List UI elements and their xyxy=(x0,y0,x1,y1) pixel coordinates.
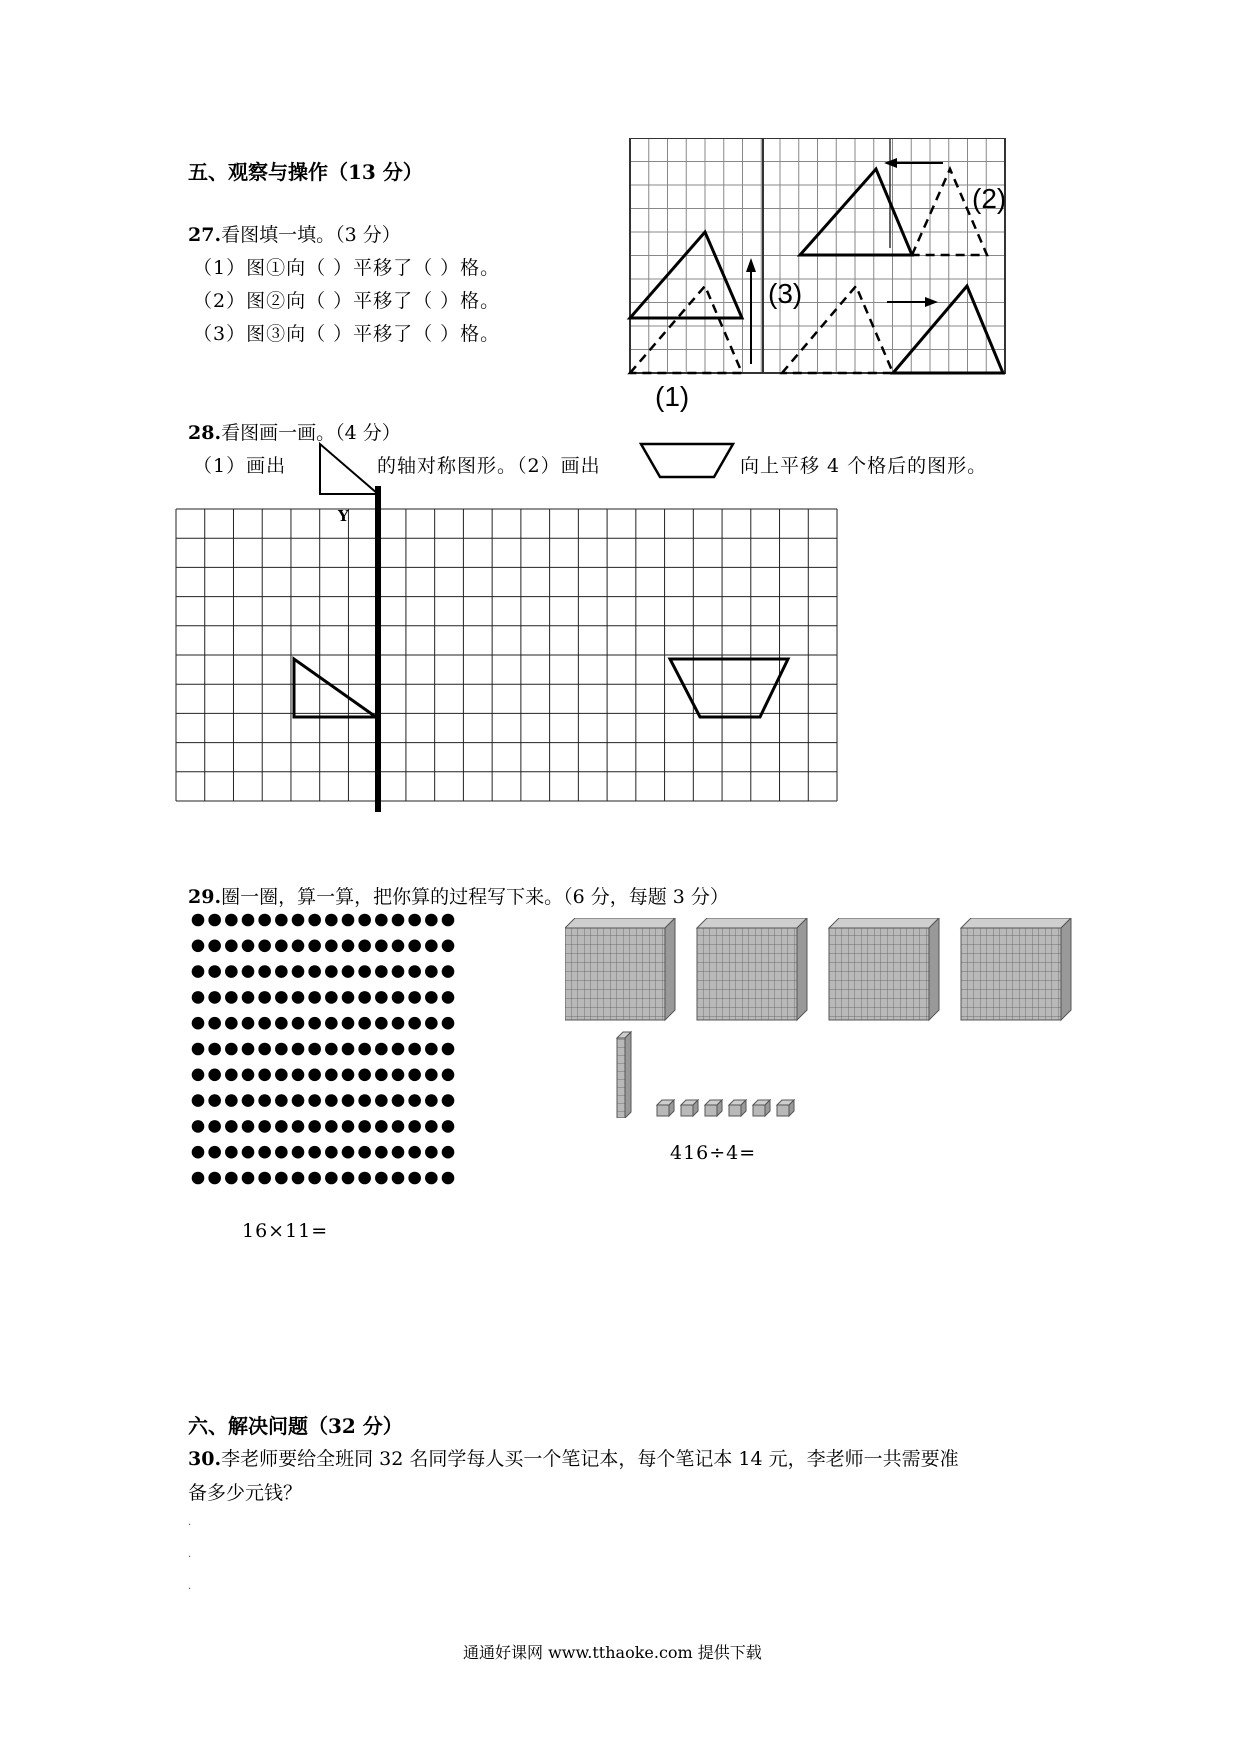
dot xyxy=(442,965,455,978)
dot xyxy=(325,965,338,978)
dot xyxy=(258,1094,271,1107)
dot xyxy=(292,914,305,927)
dot xyxy=(192,965,205,978)
dot xyxy=(192,1069,205,1082)
dot xyxy=(242,1043,255,1056)
fig1-label: (1) xyxy=(655,381,690,412)
dot xyxy=(392,940,405,953)
dot xyxy=(342,965,355,978)
dot xyxy=(425,965,438,978)
dot xyxy=(208,1120,221,1133)
dot xyxy=(342,914,355,927)
base-ten-blocks xyxy=(565,918,1085,1118)
dot xyxy=(258,1069,271,1082)
dot xyxy=(442,1017,455,1030)
hundred-flat-2 xyxy=(697,918,807,1020)
q28-number: 28. xyxy=(188,422,222,444)
dot xyxy=(208,1069,221,1082)
dot xyxy=(258,914,271,927)
dot xyxy=(275,1120,288,1133)
dot xyxy=(225,1120,238,1133)
dot xyxy=(208,965,221,978)
fig3-arrow-head xyxy=(925,297,938,307)
dot xyxy=(375,1043,388,1056)
dot xyxy=(308,1043,321,1056)
dot xyxy=(242,1017,255,1030)
dot xyxy=(442,1094,455,1107)
q30-number: 30. xyxy=(188,1448,222,1470)
dot xyxy=(408,1017,421,1030)
dot xyxy=(308,965,321,978)
dot xyxy=(342,1043,355,1056)
dot xyxy=(425,1017,438,1030)
dot xyxy=(442,940,455,953)
dot xyxy=(392,1094,405,1107)
answer-mark-2: · xyxy=(188,1552,192,1563)
dot xyxy=(408,1069,421,1082)
dot xyxy=(258,1120,271,1133)
dot xyxy=(408,991,421,1004)
dot xyxy=(308,991,321,1004)
dot xyxy=(242,1146,255,1159)
dot xyxy=(442,914,455,927)
q27-translation-figure xyxy=(625,138,1010,413)
dot xyxy=(258,1146,271,1159)
dot xyxy=(325,940,338,953)
dot xyxy=(308,1094,321,1107)
dot xyxy=(192,991,205,1004)
q29-title-text: 圈一圈，算一算，把你算的过程写下来。（6 分，每题 3 分） xyxy=(221,886,729,908)
dot xyxy=(192,1094,205,1107)
dot xyxy=(225,965,238,978)
hundred-flat-1 xyxy=(565,918,675,1020)
dot xyxy=(325,1172,338,1185)
dot xyxy=(292,1043,305,1056)
q29-title xyxy=(188,882,729,909)
dot xyxy=(192,1146,205,1159)
dot xyxy=(392,1120,405,1133)
dot xyxy=(342,1094,355,1107)
q27-item-2: （2）图②向（ ）平移了（ ）格。 xyxy=(193,290,501,312)
dot xyxy=(225,1017,238,1030)
dot xyxy=(425,1069,438,1082)
dot xyxy=(208,1172,221,1185)
dot xyxy=(275,1146,288,1159)
dot xyxy=(325,991,338,1004)
dot xyxy=(208,991,221,1004)
dot xyxy=(392,1172,405,1185)
dot xyxy=(242,940,255,953)
unit-cube xyxy=(705,1100,722,1116)
dot xyxy=(375,1094,388,1107)
dot xyxy=(392,1069,405,1082)
dot-array xyxy=(190,910,460,1190)
dot xyxy=(225,1043,238,1056)
dot xyxy=(358,1017,371,1030)
unit-cube xyxy=(753,1100,770,1116)
dot xyxy=(242,914,255,927)
q29-expr-left: 16×11= xyxy=(242,1220,329,1242)
dot xyxy=(342,1146,355,1159)
dot xyxy=(375,1120,388,1133)
dot xyxy=(358,1094,371,1107)
ten-rod xyxy=(617,1032,631,1118)
dot xyxy=(258,940,271,953)
dot xyxy=(408,1043,421,1056)
q28-part1-suffix: 的轴对称图形。（2）画出 xyxy=(377,455,601,477)
dot xyxy=(342,940,355,953)
dot xyxy=(292,1069,305,1082)
dot xyxy=(275,1069,288,1082)
dot xyxy=(375,991,388,1004)
unit-cube xyxy=(681,1100,698,1116)
dot xyxy=(242,1069,255,1082)
q30-text-line-1: 李老师要给全班同 32 名同学每人买一个笔记本，每个笔记本 14 元，李老师一共需要准 xyxy=(221,1448,959,1470)
dot xyxy=(425,1172,438,1185)
dot xyxy=(308,1120,321,1133)
q27-number: 27. xyxy=(188,224,222,246)
dot xyxy=(342,991,355,1004)
dot xyxy=(292,965,305,978)
dot xyxy=(358,1146,371,1159)
dot xyxy=(192,940,205,953)
fig2-label: (2) xyxy=(972,183,1007,214)
hundred-flat-3 xyxy=(829,918,939,1020)
grid-triangle xyxy=(294,659,376,717)
fig3-label: (3) xyxy=(768,278,803,309)
dot xyxy=(392,1017,405,1030)
page-footer: 通通好课网 www.tthaoke.com 提供下载 xyxy=(463,1643,762,1662)
dot xyxy=(392,991,405,1004)
dot xyxy=(358,965,371,978)
dot xyxy=(408,1094,421,1107)
dot xyxy=(442,1043,455,1056)
dot xyxy=(275,940,288,953)
dot xyxy=(242,991,255,1004)
dot xyxy=(225,1069,238,1082)
dot xyxy=(358,1172,371,1185)
dot xyxy=(358,1120,371,1133)
dot xyxy=(292,1146,305,1159)
dot xyxy=(225,914,238,927)
dot xyxy=(392,1146,405,1159)
dot xyxy=(292,1094,305,1107)
dot xyxy=(425,1146,438,1159)
dot xyxy=(325,1043,338,1056)
dot xyxy=(192,1172,205,1185)
answer-mark-1: · xyxy=(188,1520,192,1531)
dot xyxy=(225,940,238,953)
dot xyxy=(208,1017,221,1030)
dot xyxy=(258,991,271,1004)
q27-item-3: （3）图③向（ ）平移了（ ）格。 xyxy=(193,323,501,345)
dot xyxy=(425,991,438,1004)
dot xyxy=(192,1120,205,1133)
dot xyxy=(442,1146,455,1159)
unit-cube xyxy=(729,1100,746,1116)
q27-title-text: 看图填一填。（3 分） xyxy=(221,224,401,246)
dot xyxy=(258,1017,271,1030)
dot xyxy=(242,965,255,978)
dot xyxy=(208,914,221,927)
q28-part2-suffix: 向上平移 4 个格后的图形。 xyxy=(740,455,988,477)
dot xyxy=(242,1094,255,1107)
dot xyxy=(192,1043,205,1056)
q28-part1-prefix: （1）画出 xyxy=(193,455,287,477)
fig1-arrow-head xyxy=(746,258,756,272)
dot xyxy=(358,940,371,953)
dot xyxy=(192,914,205,927)
dot xyxy=(375,1069,388,1082)
dot xyxy=(275,965,288,978)
dot xyxy=(242,1120,255,1133)
dot xyxy=(258,1043,271,1056)
dot xyxy=(342,1017,355,1030)
dot xyxy=(425,1094,438,1107)
dot xyxy=(358,914,371,927)
dot xyxy=(208,1094,221,1107)
q27-item-1: （1）图①向（ ）平移了（ ）格。 xyxy=(193,257,501,279)
dot xyxy=(225,991,238,1004)
dot xyxy=(325,1120,338,1133)
dot xyxy=(408,1172,421,1185)
dot xyxy=(208,940,221,953)
dot xyxy=(375,940,388,953)
dot xyxy=(408,1120,421,1133)
dot xyxy=(375,1172,388,1185)
dot xyxy=(392,965,405,978)
dot xyxy=(325,1094,338,1107)
dot xyxy=(408,1146,421,1159)
dot xyxy=(375,965,388,978)
dot xyxy=(225,1172,238,1185)
dot xyxy=(325,1069,338,1082)
fig2-triangle xyxy=(800,169,912,255)
grid-trapezoid xyxy=(670,659,788,717)
dot xyxy=(375,1017,388,1030)
dot xyxy=(308,1017,321,1030)
dot xyxy=(408,940,421,953)
dot xyxy=(442,1069,455,1082)
dot xyxy=(425,1043,438,1056)
dot xyxy=(275,1094,288,1107)
dot xyxy=(275,991,288,1004)
section-5-title: 五、观察与操作（13 分） xyxy=(188,160,423,184)
unit-cube xyxy=(657,1100,674,1116)
dot xyxy=(275,1172,288,1185)
section-6-title: 六、解决问题（32 分） xyxy=(188,1414,403,1438)
dot xyxy=(442,1120,455,1133)
dot xyxy=(325,1017,338,1030)
dot xyxy=(358,1069,371,1082)
dot xyxy=(308,940,321,953)
dot xyxy=(342,1120,355,1133)
dot xyxy=(442,1172,455,1185)
dot xyxy=(242,1172,255,1185)
dot xyxy=(342,1069,355,1082)
axis-label: Y xyxy=(338,507,349,525)
dot xyxy=(392,914,405,927)
dot xyxy=(292,991,305,1004)
dot xyxy=(208,1146,221,1159)
dot xyxy=(358,991,371,1004)
dot xyxy=(308,914,321,927)
q28-title-text: 看图画一画。（4 分） xyxy=(221,422,401,444)
dot xyxy=(192,1017,205,1030)
q30-line-1 xyxy=(188,1444,959,1471)
flag-triangle xyxy=(320,444,378,494)
dot xyxy=(275,1017,288,1030)
dot xyxy=(308,1172,321,1185)
dot xyxy=(308,1069,321,1082)
dot xyxy=(292,1120,305,1133)
dot xyxy=(275,914,288,927)
unit-cube xyxy=(777,1100,794,1116)
dot xyxy=(292,940,305,953)
dot xyxy=(208,1043,221,1056)
dot xyxy=(325,914,338,927)
dot xyxy=(392,1043,405,1056)
dot xyxy=(225,1146,238,1159)
dot xyxy=(292,1017,305,1030)
dot xyxy=(358,1043,371,1056)
dot xyxy=(275,1043,288,1056)
dot xyxy=(225,1094,238,1107)
q28-drawing-grid xyxy=(170,436,852,816)
dot xyxy=(292,1172,305,1185)
q30-line-2: 备多少元钱？ xyxy=(188,1482,303,1504)
hundred-flat-4 xyxy=(961,918,1071,1020)
q29-expr-right: 416÷4= xyxy=(670,1142,757,1164)
dot xyxy=(425,940,438,953)
dot xyxy=(375,914,388,927)
dot xyxy=(325,1146,338,1159)
q29-number: 29. xyxy=(188,886,222,908)
dot xyxy=(442,991,455,1004)
dot xyxy=(425,1120,438,1133)
dot xyxy=(258,1172,271,1185)
dot xyxy=(258,965,271,978)
dot xyxy=(375,1146,388,1159)
q27-title xyxy=(188,220,401,247)
dot xyxy=(308,1146,321,1159)
dot xyxy=(342,1172,355,1185)
dot xyxy=(408,965,421,978)
dot xyxy=(425,914,438,927)
dot xyxy=(408,914,421,927)
answer-mark-3: · xyxy=(188,1584,192,1595)
